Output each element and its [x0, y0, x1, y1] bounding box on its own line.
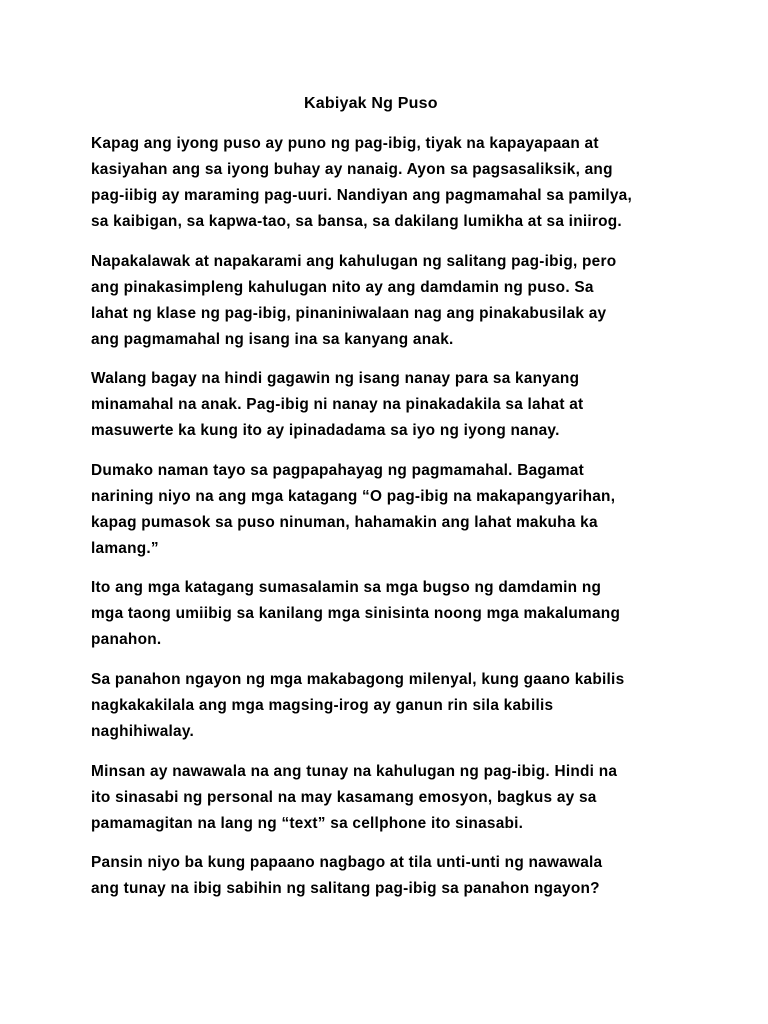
paragraph-line: ito sinasabi ng personal na may kasamang emosyon, bagkus ay sa	[91, 788, 597, 806]
paragraph	[91, 667, 691, 745]
paragraph-line: ang pagmamahal ng isang ina sa kanyang anak.	[91, 330, 454, 348]
paragraph-line: Minsan ay nawawala na ang tunay na kahulugan ng pag-ibig. Hindi na	[91, 762, 618, 780]
paragraph-line: lahat ng klase ng pag-ibig, pinaniniwalaan nag ang pinakabusilak ay	[91, 304, 607, 322]
paragraph-line: narining niyo na ang mga katagang “O pag-ibig na makapangyarihan,	[91, 487, 616, 505]
paragraph-line: kasiyahan ang sa iyong buhay ay nanaig. Ayon sa pagsasaliksik, ang	[91, 161, 613, 178]
paragraph	[91, 249, 691, 353]
paragraph	[91, 366, 691, 444]
paragraph-line: lamang.”	[91, 539, 159, 557]
paragraph-line: Walang bagay na hindi gagawin ng isang nanay para sa kanyang	[91, 370, 580, 388]
document-title: Kabiyak Ng Puso	[304, 95, 438, 112]
paragraph-line: minamahal na anak. Pag-ibig ni nanay na pinakadakila sa lahat at	[91, 396, 584, 414]
paragraph-line: mga taong umiibig sa kanilang mga sinisinta noong mga makalumang	[91, 605, 621, 623]
paragraph-line: sa kaibigan, sa kapwa-tao, sa bansa, sa dakilang lumikha at sa iniirog.	[91, 213, 622, 230]
paragraph-line: Kapag ang iyong puso ay puno ng pag-ibig, tiyak na kapayapaan at	[91, 135, 599, 152]
paragraph-line: naghihiwalay.	[91, 722, 195, 740]
paragraph-line: panahon.	[91, 631, 162, 649]
paragraph	[91, 131, 691, 235]
paragraph-line: Napakalawak at napakarami ang kahulugan ng salitang pag-ibig, pero	[91, 252, 617, 270]
paragraph-line: kapag pumasok sa puso ninuman, hahamakin ang lahat makuha ka	[91, 513, 598, 531]
paragraph-line: pag-iibig ay maraming pag-uuri. Nandiyan ang pagmamahal sa pamilya,	[91, 187, 633, 204]
paragraph-line: Sa panahon ngayon ng mga makabagong milenyal, kung gaano kabilis	[91, 670, 625, 688]
paragraph-line: pamamagitan na lang ng “text” sa cellphone ito sinasabi.	[91, 814, 524, 832]
paragraph-line: ang pinakasimpleng kahulugan nito ay ang damdamin ng puso. Sa	[91, 278, 594, 296]
paragraph-line: masuwerte ka kung ito ay ipinadadama sa iyo ng iyong nanay.	[91, 422, 560, 440]
paragraph	[91, 759, 691, 837]
paragraph-line: Pansin niyo ba kung papaano nagbago at tila unti-unti ng nawawala	[91, 854, 603, 872]
paragraph-line: Dumako naman tayo sa pagpapahayag ng pagmamahal. Bagamat	[91, 461, 584, 479]
paragraph	[91, 458, 691, 562]
paragraph	[91, 850, 691, 902]
paragraph-line: ang tunay na ibig sabihin ng salitang pag-ibig sa panahon ngayon?	[91, 880, 600, 898]
paragraph	[91, 575, 691, 653]
paragraph-line: nagkakakilala ang mga magsing-irog ay ganun rin sila kabilis	[91, 696, 554, 714]
document-body	[91, 131, 691, 916]
paragraph-line: Ito ang mga katagang sumasalamin sa mga bugso ng damdamin ng	[91, 579, 602, 597]
